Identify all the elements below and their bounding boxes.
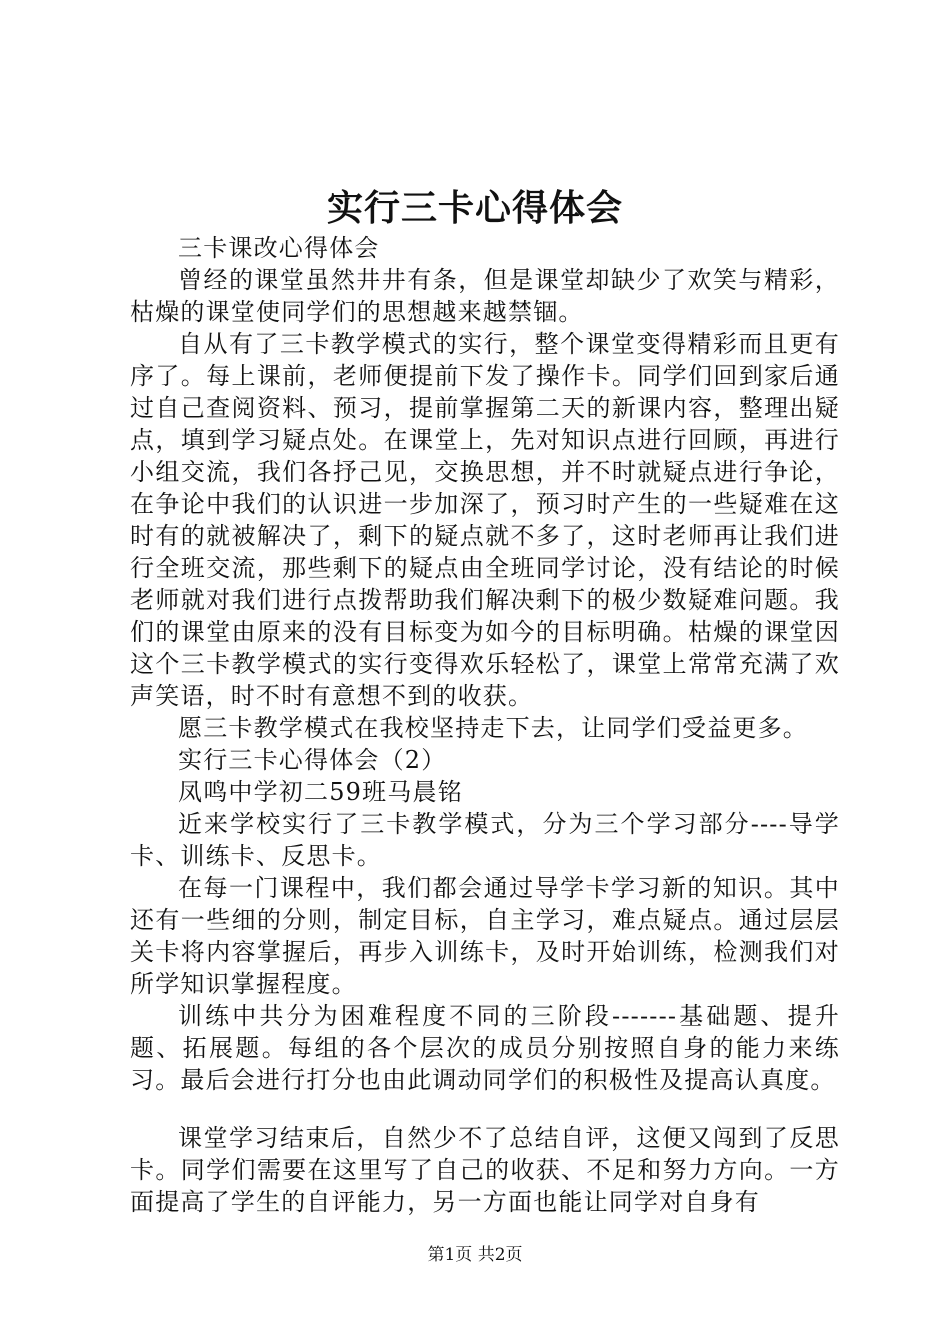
paragraph: 在每一门课程中，我们都会通过导学卡学习新的知识。其中还有一些细的分则，制定目标，自主学习，难点疑点。通过层层关卡将内容掌握后，再步入训练卡，及时开始训练，检测我们对所学知识掌握程度。 [130,874,840,998]
paragraph: 曾经的课堂虽然井井有条，但是课堂却缺少了欢笑与精彩，枯燥的课堂使同学们的思想越来越禁锢。 [130,266,840,326]
paragraph: 愿三卡教学模式在我校坚持走下去，让同学们受益更多。 [178,714,808,742]
paragraph: 课堂学习结束后，自然少不了总结自评，这便又闯到了反思卡。同学们需要在这里写了自己的收获、不足和努力方向。一方面提高了学生的自评能力，另一方面也能让同学对自身有 [130,1124,840,1216]
paragraph: 三卡课改心得体会 [178,234,380,262]
page-footer: 第1页 共2页 [427,1245,523,1265]
paragraph: 近来学校实行了三卡教学模式，分为三个学习部分----导学卡、训练卡、反思卡。 [130,810,840,870]
paragraph: 实行三卡心得体会（2） [178,746,447,774]
paragraph: 自从有了三卡教学模式的实行，整个课堂变得精彩而且更有序了。每上课前，老师便提前下发了操作卡。同学们回到家后通过自己查阅资料、预习，提前掌握第二天的新课内容，整理出疑点，填到学习疑点处。在课堂上，先对知识点进行回顾，再进行小组交流，我们各抒己见，交换思想，并不时就疑点进行争论，在争论中我们的认识进一步加深了，预习时产生的一些疑难在这时有的就被解决了，剩下的疑点就不多了，这时老师再让我们进行全班交流，那些剩下的疑点由全班同学讨论，没有结论的时候老师就对我们进行点拨帮助我们解决剩下的极少数疑难问题。我们的课堂由原来的没有目标变为如今的目标明确。枯燥的课堂因这个三卡教学模式的实行变得欢乐轻松了，课堂上常常充满了欢声笑语，时不时有意想不到的收获。 [130,330,840,710]
paragraph: 凤鸣中学初二59班马晨铭 [178,778,463,806]
document-body [130,232,840,1218]
document-title: 实行三卡心得体会 [326,187,623,229]
paragraph: 训练中共分为困难程度不同的三阶段-------基础题、提升题、拓展题。每组的各个层次的成员分别按照自身的能力来练习。最后会进行打分也由此调动同学们的积极性及提高认真度。 [130,1002,840,1094]
